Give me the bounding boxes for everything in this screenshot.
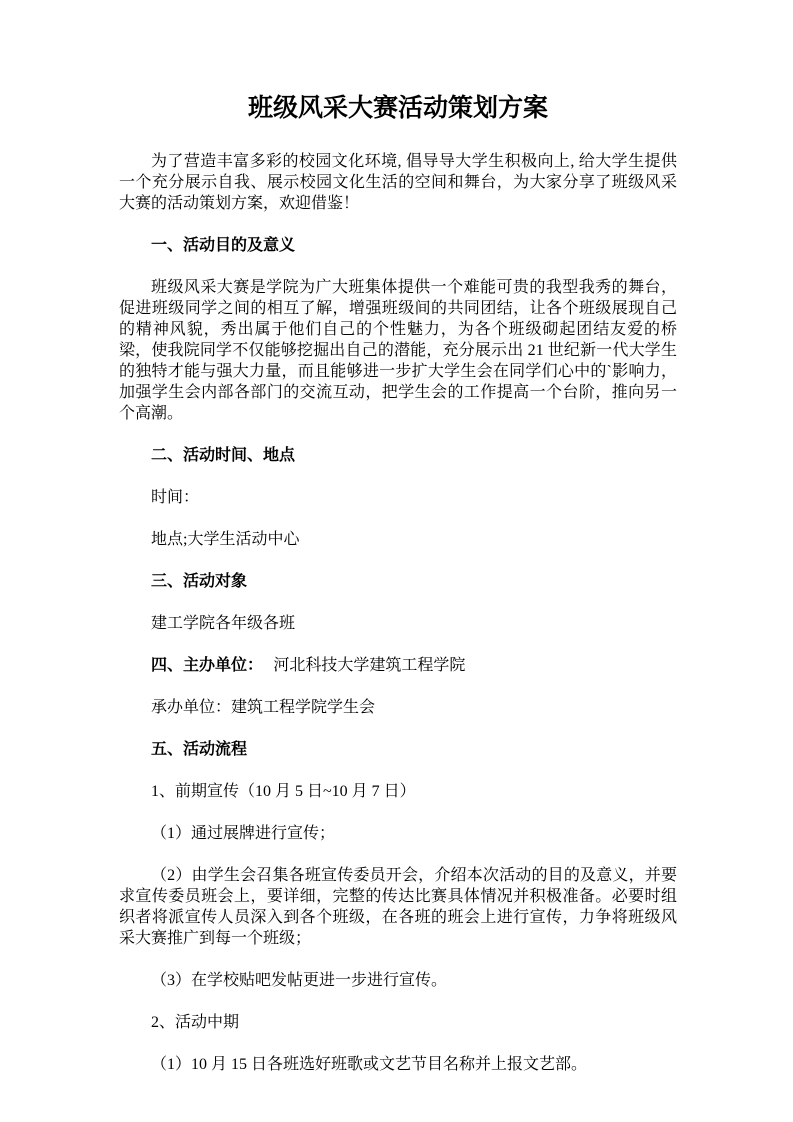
undertaker-line: 承办单位：建筑工程学院学生会 [151, 699, 376, 716]
phase-2-title: 2、活动中期 [151, 1014, 240, 1031]
location-line: 地点;大学生活动中心 [151, 531, 300, 548]
intro-paragraph: 为了营造丰富多彩的校园文化环境, 倡导导大学生积极向上, 给大学生提供一个充分展示自我、展示校园文化生活的空间和舞台，为大家分享了班级风采大赛的活动策划方案，欢迎借鉴！ [119, 153, 677, 212]
phase-1-item-1: （1）通过展牌进行宣传； [151, 825, 336, 842]
section-3-body: 建工学院各年级各班 [151, 615, 296, 632]
phase-1-item-2: （2）由学生会召集各班宣传委员开会，介绍本次活动的目的及意义，并要求宣传委员班会上，要详细，完整的传达比赛具体情况并积极准备。必要时组织者将派宣传人员深入到各个班级，在各班的班会上进行宣传，力争将班级风采大赛推广到每一个班级； [119, 867, 677, 947]
document-title: 班级风采大赛活动策划方案 [247, 95, 548, 122]
phase-1-title: 1、前期宣传（10 月 5 日~10 月 7 日） [151, 783, 416, 800]
section-3-heading: 三、活动对象 [151, 573, 248, 590]
section-1-body: 班级风采大赛是学院为广大班集体提供一个难能可贵的我型我秀的舞台，促进班级同学之间的相互了解，增强班级间的共同团结，让各个班级展现自己的精神风貌，秀出属于他们自己的个性魅力，为各个班级砌起团结友爱的桥梁，使我院同学不仅能够挖掘出自己的潜能，充分展示出 21 世纪新一代大学生的独特才能与强大力量，而且能够进一步扩大学生会在同学们心中的`影响力，加强学生会内部各部门的交流互动，把学生会的工作提高一个台阶，推向另一个高潮。 [119, 279, 677, 422]
section-4-heading [119, 655, 677, 676]
phase-1-item-3: （3）在学校贴吧发帖更进一步进行宣传。 [151, 972, 448, 989]
organizer-name: 河北科技大学建筑工程学院 [273, 657, 466, 674]
section-1-heading: 一、活动目的及意义 [151, 237, 296, 254]
time-line: 时间： [151, 489, 200, 506]
phase-2-item-1: （1）10 月 15 日各班选好班歌或文艺节目名称并上报文艺部。 [151, 1056, 588, 1073]
section-5-heading: 五、活动流程 [151, 741, 248, 758]
section-2-heading: 二、活动时间、地点 [151, 447, 296, 464]
organizer-label: 四、主办单位： [151, 657, 264, 674]
